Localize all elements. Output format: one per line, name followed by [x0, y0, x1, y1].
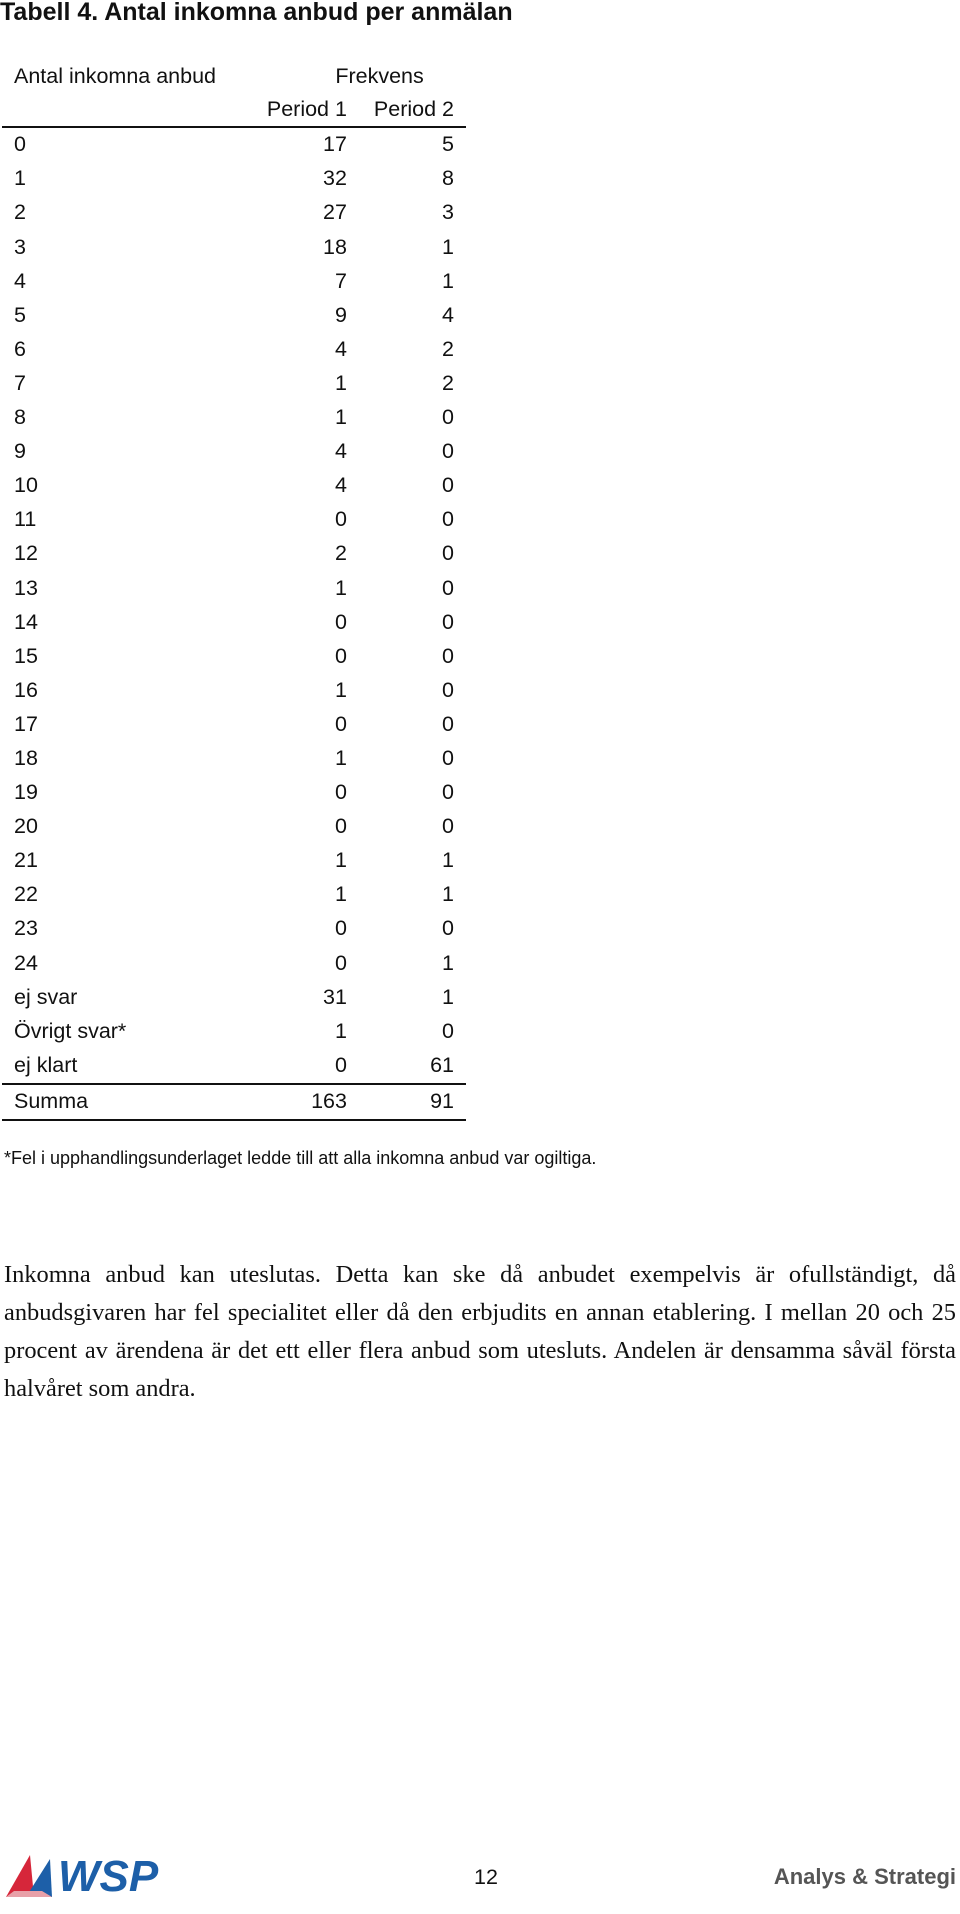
table-row — [2, 162, 466, 196]
group-header: Frekvens — [335, 63, 424, 88]
period-1-cell: 1 — [334, 370, 347, 395]
row-label-cell: 15 — [14, 643, 38, 668]
table-total-row — [2, 1084, 466, 1120]
period-1-cell: 4 — [334, 439, 347, 464]
row-label-cell: 17 — [14, 711, 38, 736]
period-1-cell: 27 — [323, 200, 347, 225]
row-label-cell: 2 — [14, 200, 26, 225]
table-row — [2, 503, 466, 537]
period-2-cell: 4 — [442, 302, 454, 327]
period-1-cell: 18 — [323, 234, 347, 259]
period-2-cell: 3 — [442, 200, 454, 225]
row-label-cell: 14 — [14, 609, 38, 634]
row-label-cell: 1 — [14, 166, 26, 191]
period-1-cell: 0 — [334, 711, 347, 736]
logo-red-shape — [6, 1855, 34, 1897]
row-label-cell: ej svar — [14, 984, 78, 1009]
table-row — [2, 708, 466, 742]
period-1-cell: 0 — [334, 643, 347, 668]
table-row — [2, 435, 466, 469]
period-2-cell: 5 — [442, 132, 454, 157]
row-label-cell: 3 — [14, 234, 26, 259]
period-2-cell: 1 — [442, 950, 454, 975]
period-1-cell: 0 — [253, 1049, 347, 1084]
table-row — [2, 1049, 466, 1084]
row-label-cell: 9 — [14, 439, 26, 464]
period-2-cell: 2 — [442, 370, 454, 395]
table-row — [2, 537, 466, 571]
period-2-cell: 0 — [442, 643, 454, 668]
table-row — [2, 674, 466, 708]
table-row — [2, 946, 466, 980]
table-row — [2, 196, 466, 230]
empty-header-cell — [2, 93, 253, 127]
table-row — [2, 878, 466, 912]
period-1-cell: 0 — [334, 950, 347, 975]
period-1-cell: 1 — [334, 575, 347, 600]
period-1-cell: 0 — [334, 507, 347, 532]
row-label-cell: 18 — [14, 745, 38, 770]
column-header-period-2: Period 2 — [347, 93, 466, 127]
period-2-cell: 0 — [442, 473, 454, 498]
table-row — [2, 127, 466, 162]
body-paragraph: Inkomna anbud kan uteslutas. Detta kan ske då anbudet exempelvis är ofullständigt, då anbudsgivaren har fel specialitet eller då den erbjudits en annan etablering. I mellan 20 och 25 procent av ärendena är det ett eller flera anbud som utesluts. Andelen är densamma såväl första halvåret som andra. — [4, 1261, 956, 1402]
table-row — [2, 605, 466, 639]
period-2-cell: 1 — [442, 882, 454, 907]
period-2-cell: 1 — [442, 848, 454, 873]
period-2-cell: 0 — [442, 745, 454, 770]
period-2-cell: 2 — [442, 336, 454, 361]
period-1-cell: 1 — [334, 882, 347, 907]
row-label-cell: 12 — [14, 541, 38, 566]
period-1-cell: 1 — [334, 1018, 347, 1043]
row-label-cell: 10 — [14, 473, 38, 498]
wsp-logo — [6, 1851, 196, 1897]
period-1-cell: 1 — [334, 745, 347, 770]
period-1-cell: 1 — [334, 848, 347, 873]
table-title: Tabell 4. Antal inkomna anbud per anmälan — [0, 0, 513, 26]
logo-text: WSP — [58, 1852, 159, 1897]
row-label-cell: 4 — [14, 268, 26, 293]
period-2-cell: 0 — [442, 405, 454, 430]
page-number: 12 — [474, 1865, 498, 1889]
table-header-row — [2, 60, 466, 93]
period-2-cell: 8 — [442, 166, 454, 191]
row-label-cell: 5 — [14, 302, 26, 327]
table-subheader-row — [2, 93, 466, 127]
period-1-cell: 32 — [323, 166, 347, 191]
period-1-cell: 7 — [334, 268, 347, 293]
table-row — [2, 469, 466, 503]
period-2-cell: 0 — [442, 677, 454, 702]
period-2-cell: 0 — [442, 1018, 454, 1043]
period-1-cell: 1 — [334, 677, 347, 702]
row-label-cell: 6 — [14, 336, 26, 361]
row-label-cell: 0 — [14, 132, 26, 157]
period-2-cell: 0 — [442, 507, 454, 532]
period-2-cell: 1 — [442, 268, 454, 293]
period-1-cell: 0 — [334, 916, 347, 941]
period-1-cell: 1 — [334, 405, 347, 430]
table-row — [2, 298, 466, 332]
table-row — [2, 264, 466, 298]
row-label-cell: 22 — [14, 882, 38, 907]
row-label-cell: Övrigt svar* — [14, 1018, 127, 1043]
period-1-cell: 0 — [334, 609, 347, 634]
period-2-cell: 61 — [347, 1049, 466, 1084]
row-label-cell: 21 — [14, 848, 38, 873]
table-row — [2, 810, 466, 844]
table-row — [2, 912, 466, 946]
period-2-cell: 0 — [442, 916, 454, 941]
row-label-cell: 23 — [14, 916, 38, 941]
period-1-cell: 9 — [334, 302, 347, 327]
row-label-cell: 20 — [14, 814, 38, 839]
period-1-cell: 4 — [334, 473, 347, 498]
period-2-cell: 0 — [442, 780, 454, 805]
first-column-header: Antal inkomna anbud — [14, 63, 217, 88]
total-period-2-cell: 91 — [347, 1084, 466, 1120]
row-label-cell: 16 — [14, 677, 38, 702]
row-label-cell: 8 — [14, 405, 26, 430]
period-1-cell: 2 — [334, 541, 347, 566]
total-period-1-cell: 163 — [253, 1084, 347, 1120]
period-1-cell: 17 — [323, 132, 347, 157]
table-row — [2, 367, 466, 401]
period-2-cell: 0 — [442, 439, 454, 464]
frequency-table — [2, 60, 466, 1121]
period-2-cell: 0 — [442, 711, 454, 736]
table-row — [2, 742, 466, 776]
row-label-cell: ej klart — [2, 1049, 253, 1084]
table-row — [2, 980, 466, 1014]
row-label-cell: 19 — [14, 780, 38, 805]
period-1-cell: 0 — [334, 814, 347, 839]
total-label-cell: Summa — [2, 1084, 253, 1120]
table-row — [2, 230, 466, 264]
period-2-cell: 0 — [442, 609, 454, 634]
table-row — [2, 1014, 466, 1048]
column-header-period-1: Period 1 — [253, 93, 347, 127]
period-2-cell: 0 — [442, 575, 454, 600]
row-label-cell: 11 — [14, 507, 37, 532]
table-row — [2, 333, 466, 367]
footer-section-label: Analys & Strategi — [773, 1864, 956, 1889]
table-row — [2, 776, 466, 810]
table-row — [2, 639, 466, 673]
row-label-cell: 7 — [14, 370, 26, 395]
table-row — [2, 571, 466, 605]
period-2-cell: 0 — [442, 814, 454, 839]
row-label-cell: 24 — [14, 950, 38, 975]
table-row — [2, 844, 466, 878]
period-1-cell: 4 — [334, 336, 347, 361]
period-2-cell: 0 — [442, 541, 454, 566]
period-2-cell: 1 — [442, 234, 454, 259]
table-footnote: *Fel i upphandlingsunderlaget ledde till att alla inkomna anbud var ogiltiga. — [4, 1148, 597, 1168]
row-label-cell: 13 — [14, 575, 38, 600]
period-2-cell: 1 — [442, 984, 454, 1009]
period-1-cell: 0 — [334, 780, 347, 805]
period-1-cell: 31 — [323, 984, 347, 1009]
table-row — [2, 401, 466, 435]
